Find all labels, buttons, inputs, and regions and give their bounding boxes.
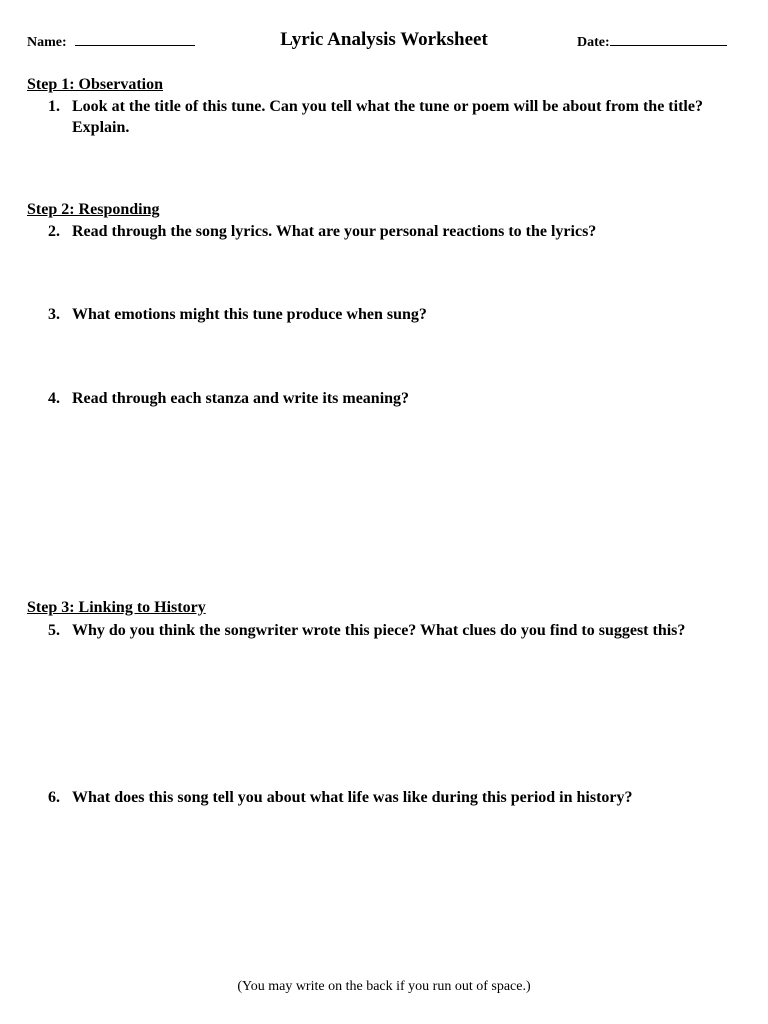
question-number: 3. bbox=[48, 306, 60, 323]
step-2-heading: Step 2: Responding bbox=[27, 201, 160, 218]
question-text: Read through the song lyrics. What are your personal reactions to the lyrics? bbox=[72, 223, 597, 240]
question-1 bbox=[48, 96, 738, 138]
question-text: Look at the title of this tune. Can you tell what the tune or poem will be about from the title? Explain. bbox=[72, 98, 703, 136]
step-1-heading: Step 1: Observation bbox=[27, 76, 163, 93]
date-blank-line[interactable] bbox=[610, 45, 727, 46]
question-text: What does this song tell you about what life was like during this period in history? bbox=[72, 789, 633, 806]
date-label: Date: bbox=[577, 35, 610, 50]
question-text: Why do you think the songwriter wrote this piece? What clues do you find to suggest this? bbox=[72, 622, 686, 639]
question-number: 1. bbox=[48, 98, 60, 115]
step-3-heading: Step 3: Linking to History bbox=[27, 599, 206, 616]
name-label: Name: bbox=[27, 35, 67, 50]
date-field bbox=[577, 33, 727, 51]
question-4 bbox=[48, 388, 738, 409]
question-number: 2. bbox=[48, 223, 60, 240]
question-number: 4. bbox=[48, 390, 60, 407]
question-number: 5. bbox=[48, 622, 60, 639]
question-2 bbox=[48, 221, 738, 242]
question-5 bbox=[48, 620, 738, 641]
footer-note: (You may write on the back if you run out of space.) bbox=[237, 979, 531, 994]
question-6 bbox=[48, 787, 738, 808]
page-title: Lyric Analysis Worksheet bbox=[280, 29, 488, 50]
question-text: What emotions might this tune produce when sung? bbox=[72, 306, 427, 323]
question-text: Read through each stanza and write its meaning? bbox=[72, 390, 410, 407]
question-number: 6. bbox=[48, 789, 60, 806]
question-3 bbox=[48, 304, 738, 325]
